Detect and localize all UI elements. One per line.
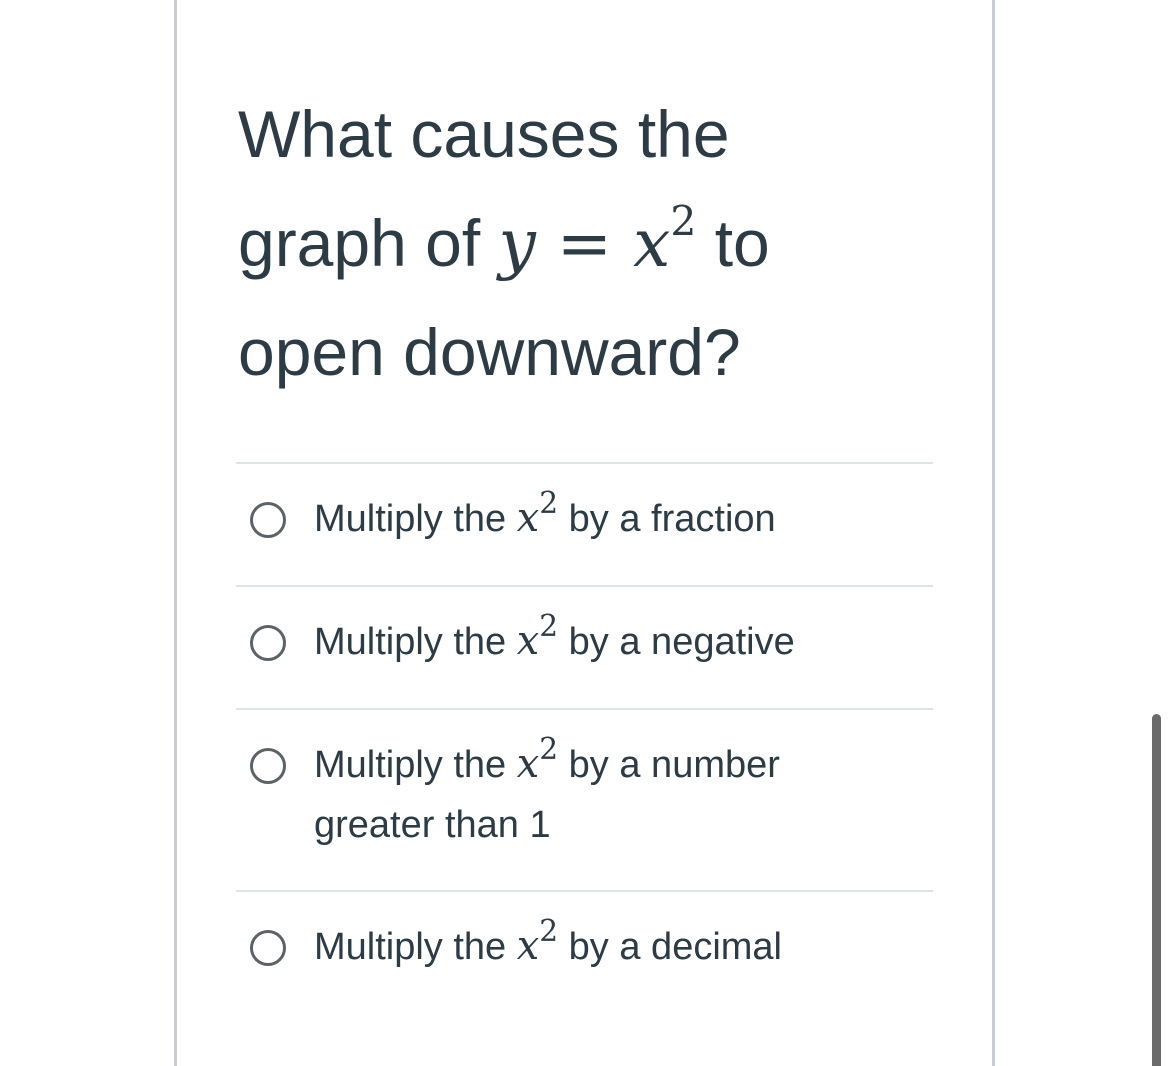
answer-divider — [236, 890, 933, 892]
answer-divider — [236, 708, 933, 710]
answer-label: Multiply the $x^2$ by a number greater than 1 — [314, 731, 780, 846]
answer-option-3[interactable] — [250, 731, 930, 855]
scrollbar-thumb[interactable] — [1152, 714, 1161, 1066]
answer-label: Multiply the $x^2$ by a fraction — [314, 485, 776, 541]
radio-button-icon[interactable] — [250, 625, 286, 661]
answer-option-1[interactable] — [250, 485, 930, 549]
math-equals: = — [535, 205, 634, 282]
math-base-x: x — [633, 205, 671, 282]
radio-button-icon[interactable] — [250, 930, 286, 966]
answer-option-2[interactable] — [250, 608, 930, 672]
math-exponent: 2 — [670, 197, 697, 246]
math-variable-y: y — [498, 205, 536, 282]
answer-divider — [236, 585, 933, 587]
question-text — [238, 80, 938, 407]
answer-option-4[interactable] — [250, 913, 930, 977]
question-line-2: graph of $y = x^2$ to — [238, 197, 770, 282]
radio-button-icon[interactable] — [250, 748, 286, 784]
radio-button-icon[interactable] — [250, 502, 286, 538]
question-line-3: open downward? — [238, 315, 741, 389]
panel-left-border — [174, 0, 177, 1066]
question-line-1: What causes the — [238, 97, 730, 171]
answer-label: Multiply the $x^2$ by a negative — [314, 608, 795, 664]
answer-label: Multiply the $x^2$ by a decimal — [314, 913, 782, 969]
panel-right-border — [992, 0, 995, 1066]
answer-divider — [236, 462, 933, 464]
